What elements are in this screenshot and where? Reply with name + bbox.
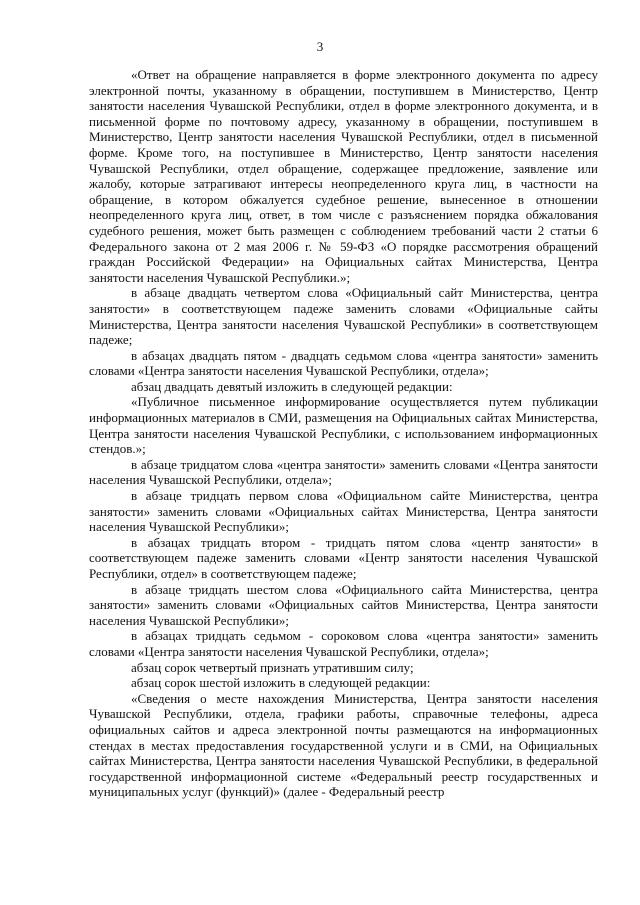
page-number: 3 bbox=[316, 39, 324, 54]
paragraph: «Публичное письменное информирование осуществляется путем публикации информационных материалов в СМИ, размещения на Официальных сайтах Министерства, Центра занятости населения Чувашской Республики, с использованием информационных стендов.»; bbox=[89, 394, 598, 457]
paragraph: в абзаце тридцатом слова «центра занятости» заменить словами «Центра занятости населения Чувашской Республики, отдела»; bbox=[89, 456, 598, 488]
paragraph: в абзаце тридцать первом слова «Официальном сайте Министерства, центра занятости» заменить словами «Официальных сайтах Министерства, Центра занятости населения Чувашской Республики»; bbox=[89, 488, 598, 535]
paragraph: в абзацах двадцать пятом - двадцать седьмом слова «центра занятости» заменить словами «Центра занятости населения Чувашской Республики, отдела»; bbox=[89, 347, 598, 379]
paragraph: в абзаце тридцать шестом слова «Официального сайта Министерства, центра занятости» заменить словами «Официальных сайтов Министерства, Центра занятости населения Чувашской Республики»; bbox=[89, 581, 598, 628]
paragraph: в абзацах тридцать седьмом - сороковом слова «центра занятости» заменить словами «Центра занятости населения Чувашской Республики, отдела»; bbox=[89, 628, 598, 659]
paragraph: абзац двадцать девятый изложить в следующей редакции: bbox=[131, 378, 453, 394]
paragraph: «Ответ на обращение направляется в форме электронного документа по адресу электронной почты, указанному в обращении, поступившем в Министерство, Центр занятости населения Чувашской Республики, отдел в форме электронного документа, и в письменной форме по почтовому адресу, указанному в обращении, поступившем в Министерство, Центр занятости населения Чувашской Республики, отдел в письменной форме. Кроме того, на поступившее в Министерство, Центр занятости населения Чувашской Республики, отдел обращение, содержащее предложение, заявление или жалобу, которые затрагивают интересы неопределенного круга лиц, в частности на обращение, в котором обжалуется судебное решение, вынесенное в отношении неопределенного круга лиц, ответ, в том числе с разъяснением порядка обжалования судебного решения, может быть размещен с соблюдением требований части 2 статьи 6 Федерального закона от 2 мая 2006 г. № 59-ФЗ «О порядке рассмотрения обращений граждан Российской Федерации» на Официальных сайтах Министерства, Центра занятости населения Чувашской Республики.»; bbox=[89, 67, 598, 285]
paragraph: в абзаце двадцать четвертом слова «Официальный сайт Министерства, центра занятости» в соответствующем падеже заменить словами «Официальные сайты Министерства, Центра занятости населения Чувашской Республики» в соответствующем падеже; bbox=[89, 285, 598, 348]
document-body bbox=[89, 67, 598, 800]
paragraph: «Сведения о месте нахождения Министерства, Центра занятости населения Чувашской Республики, отдела, графики работы, справочные телефоны, адреса официальных сайтов и адреса электронной почты размещаются на информационных стендах в местах предоставления государственной услуги и в СМИ, на Официальных сайтах Министерства, Центра занятости населения Чувашской Республики, в федеральной государственной информационной системе «Федеральный реестр государственных и муниципальных услуг (функций)» (далее - Федеральный реестр bbox=[89, 690, 598, 800]
paragraph: в абзацах тридцать втором - тридцать пятом слова «центр занятости» в соответствующем падеже заменить словами «Центр занятости населения Чувашской Республики, отдел» в соответствующем падеже; bbox=[89, 534, 598, 581]
paragraph: абзац сорок шестой изложить в следующей редакции: bbox=[131, 675, 431, 691]
paragraph: абзац сорок четвертый признать утратившим силу; bbox=[131, 659, 414, 675]
